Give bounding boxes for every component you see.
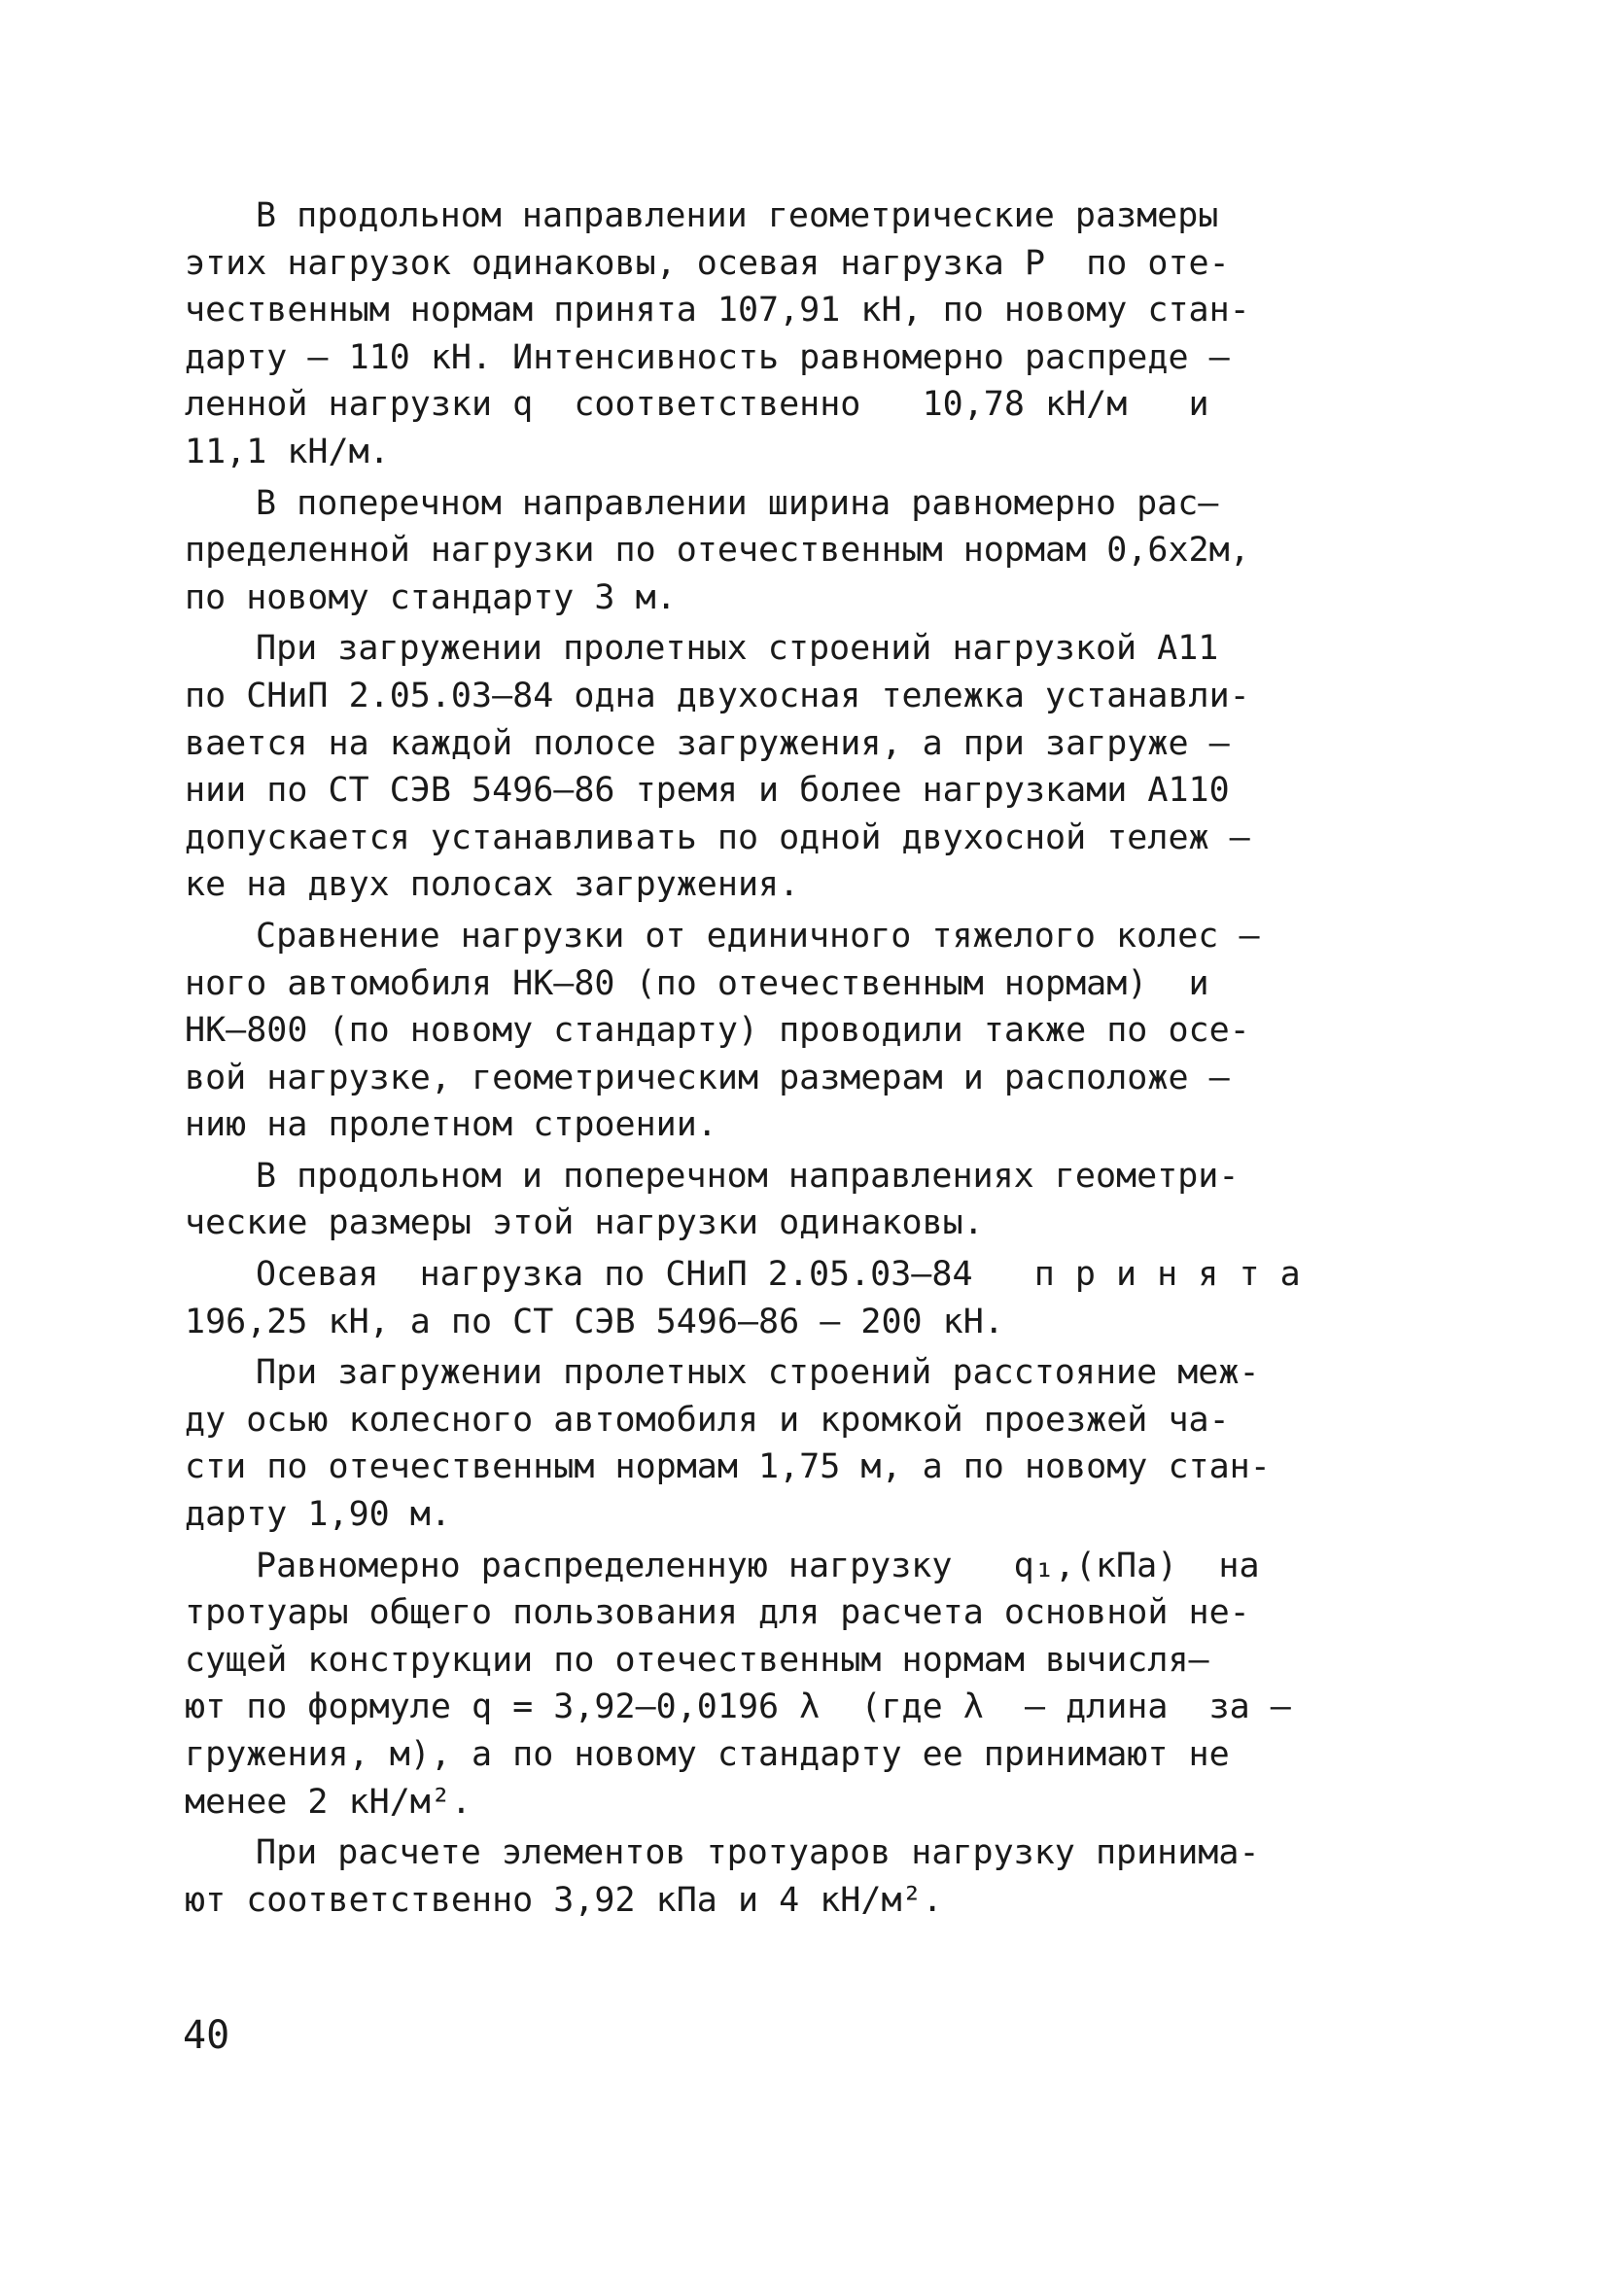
text-line: В поперечном направлении ширина равномерно рас– bbox=[256, 483, 1219, 523]
text-line: дарту – 110 кН. Интенсивность равномерно распреде – bbox=[185, 337, 1230, 377]
text-line: ют соответственно 3,92 кПа и 4 кН/м². bbox=[185, 1880, 943, 1920]
text-line: по новому стандарту 3 м. bbox=[185, 577, 677, 617]
paragraph bbox=[185, 1543, 1429, 1826]
text-line: НК–800 (по новому стандарту) проводили также по осе- bbox=[185, 1011, 1250, 1051]
paragraph bbox=[185, 1349, 1429, 1538]
text-line: вой нагрузке, геометрическим размерам и расположе – bbox=[185, 1058, 1230, 1097]
text-line: по СНиП 2.05.03–84 одна двухосная тележка устанавли- bbox=[185, 676, 1250, 715]
text-line: Осевая нагрузка по СНиП 2.05.03–84 п р и н я т а bbox=[256, 1255, 1301, 1295]
paragraph bbox=[185, 1829, 1429, 1924]
text-line: этих нагрузок одинаковы, осевая нагрузка Р по оте- bbox=[185, 243, 1230, 283]
text-line: При расчете элементов тротуаров нагрузку принима- bbox=[256, 1833, 1260, 1873]
text-line: ют по формуле q = 3,92–0,0196 λ (где λ – длина за – bbox=[185, 1687, 1291, 1727]
text-line: Сравнение нагрузки от единичного тяжелого колес – bbox=[256, 916, 1260, 956]
text-line: чественным нормам принята 107,91 кН, по новому стан- bbox=[185, 291, 1250, 330]
body-text bbox=[185, 192, 1429, 1928]
paragraph bbox=[185, 1153, 1429, 1247]
paragraph bbox=[185, 192, 1429, 476]
text-line: менее 2 кН/м². bbox=[185, 1782, 472, 1822]
text-line: 196,25 кН, а по СТ СЭВ 5496–86 – 200 кН. bbox=[185, 1302, 1004, 1341]
paragraph bbox=[185, 913, 1429, 1149]
text-line: сти по отечественным нормам 1,75 м, а по новому стан- bbox=[185, 1447, 1271, 1487]
page-number: 40 bbox=[183, 2013, 230, 2058]
text-line: нию на пролетном строении. bbox=[185, 1105, 717, 1145]
paragraph bbox=[185, 625, 1429, 909]
text-line: ленной нагрузки q соответственно 10,78 кН/м и bbox=[185, 385, 1209, 425]
text-line: вается на каждой полосе загружения, а при загруже – bbox=[185, 723, 1230, 763]
paragraph bbox=[185, 1251, 1429, 1345]
text-line: тротуары общего пользования для расчета основной не- bbox=[185, 1593, 1250, 1633]
text-line: гружения, м), а по новому стандарту ее принимают не bbox=[185, 1735, 1230, 1774]
text-line: 11,1 кН/м. bbox=[185, 432, 390, 471]
text-line: В продольном и поперечном направлениях геометри- bbox=[256, 1156, 1240, 1196]
paragraph bbox=[185, 480, 1429, 622]
text-line: ного автомобиля НК–80 (по отечественным нормам) и bbox=[185, 963, 1209, 1003]
text-line: ду осью колесного автомобиля и кромкой проезжей ча- bbox=[185, 1400, 1230, 1440]
text-line: нии по СТ СЭВ 5496–86 тремя и более нагрузками А110 bbox=[185, 771, 1230, 811]
text-line: допускается устанавливать по одной двухосной тележ – bbox=[185, 818, 1250, 857]
text-line: При загружении пролетных строений расстояние меж- bbox=[256, 1353, 1260, 1393]
text-line: В продольном направлении геометрические размеры bbox=[256, 196, 1219, 235]
text-line: дарту 1,90 м. bbox=[185, 1495, 451, 1535]
text-line: ке на двух полосах загружения. bbox=[185, 865, 800, 905]
text-line: ческие размеры этой нагрузки одинаковы. bbox=[185, 1203, 984, 1243]
text-line: При загружении пролетных строений нагрузкой А11 bbox=[256, 629, 1219, 669]
text-line: пределенной нагрузки по отечественным нормам 0,6х2м, bbox=[185, 531, 1250, 571]
text-line: сущей конструкции по отечественным нормам вычисля– bbox=[185, 1640, 1209, 1680]
text-line: Равномерно распределенную нагрузку q₁,(кПа) на bbox=[256, 1546, 1260, 1585]
